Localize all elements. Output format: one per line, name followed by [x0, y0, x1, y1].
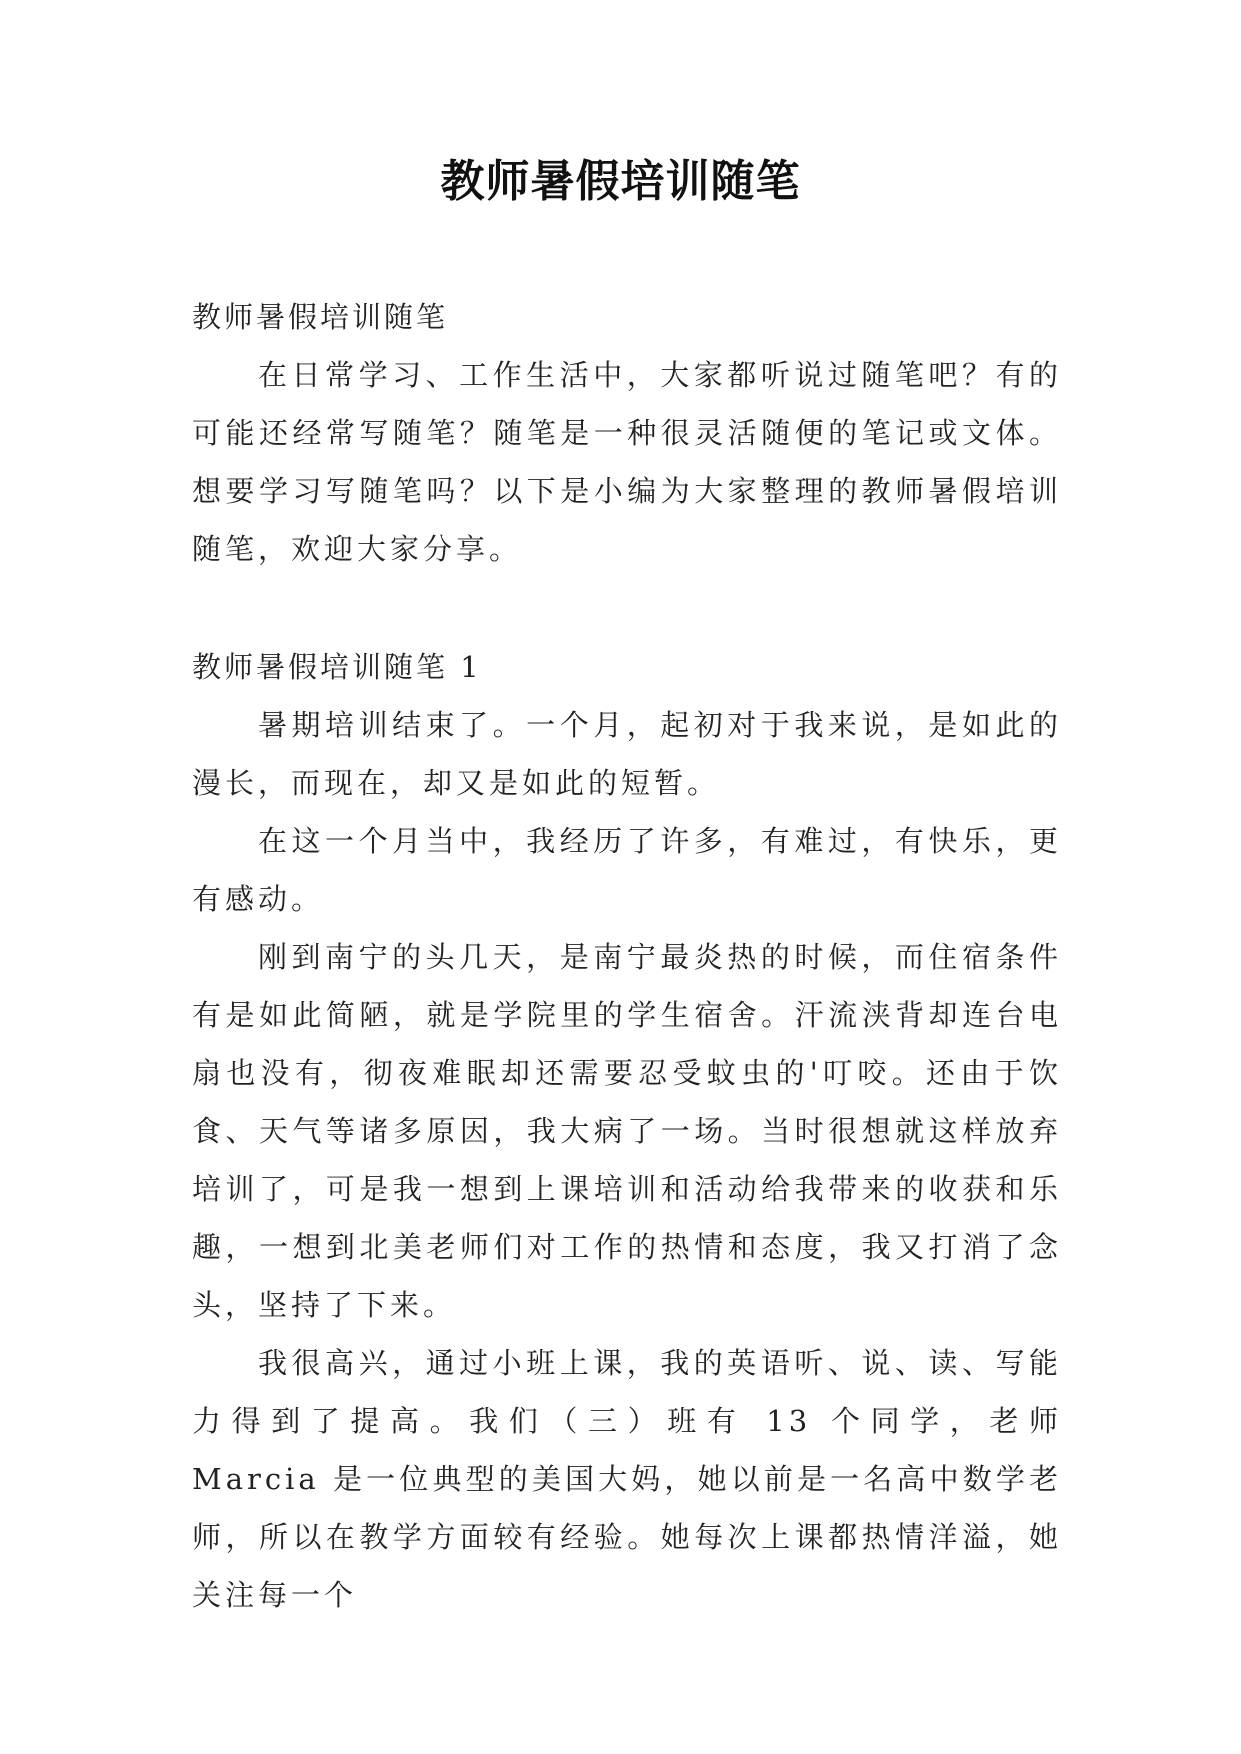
section-1 — [192, 638, 1062, 1624]
intro-paragraph: 在日常学习、工作生活中，大家都听说过随笔吧？有的可能还经常写随笔？随笔是一种很灵活随便的笔记或文体。想要学习写随笔吗？以下是小编为大家整理的教师暑假培训随笔，欢迎大家分享。 — [192, 358, 1062, 566]
section-1-paragraph-4: 我很高兴，通过小班上课，我的英语听、说、读、写能力得到了提高。我们（三）班有 13 个同学，老师 Marcia 是一位典型的美国大妈，她以前是一名高中数学老师，所以在教学方面较有经验。她每次上课都热情洋溢，她关注每一个 — [192, 1346, 1062, 1612]
section-1-paragraph-3: 刚到南宁的头几天，是南宁最炎热的时候，而住宿条件有是如此简陋，就是学院里的学生宿舍。汗流浃背却连台电扇也没有，彻夜难眠却还需要忍受蚊虫的'叮咬。还由于饮食、天气等诸多原因，我大病了一场。当时很想就这样放弃培训了，可是我一想到上课培训和活动给我带来的收获和乐趣，一想到北美老师们对工作的热情和态度，我又打消了念头，坚持了下来。 — [192, 940, 1062, 1322]
section-1-paragraph-2: 在这一个月当中，我经历了许多，有难过，有快乐，更有感动。 — [192, 824, 1062, 916]
intro-section — [192, 288, 1062, 578]
section-1-paragraph-1: 暑期培训结束了。一个月，起初对于我来说，是如此的漫长，而现在，却又是如此的短暂。 — [192, 708, 1062, 800]
section-1-heading: 教师暑假培训随笔 1 — [192, 650, 482, 684]
document-title: 教师暑假培训随笔 — [440, 156, 801, 207]
intro-heading: 教师暑假培训随笔 — [192, 300, 449, 334]
